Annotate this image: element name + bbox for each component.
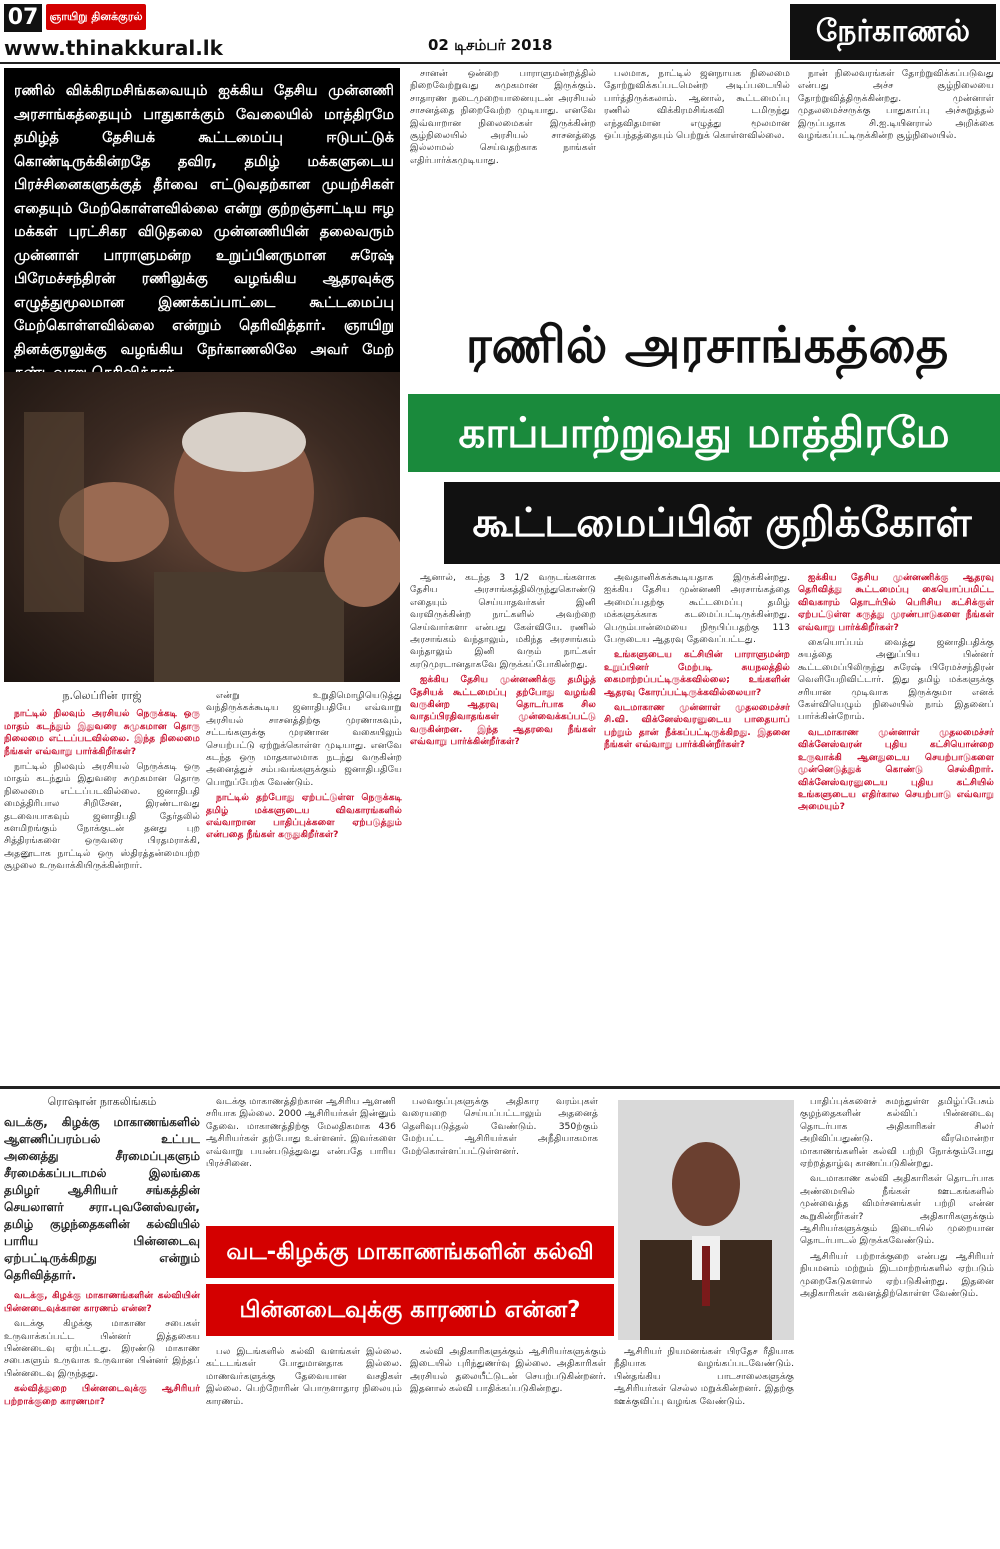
question: வடமாகாண முன்னாள் முதலமைச்சர் சி.வி. விக்னேஸ்வரனுடைய பாதையாப் பற்றும் தான் நீக்கப்பட்டிருக்கிறது. இதனை நீங்கள் எவ்வாறு பார்க்கின்றீர்கள்? [604,702,790,751]
body-column [604,572,790,1080]
paragraph: கல்வி அதிகாரிகளுக்கும் ஆசிரியர்களுக்கும் இடையில் புரிந்துணர்வு இல்லை. அதிகாரிகள் அரசியல் தலையீட்டுடன் செயற்படுகின்றனர். இதனால் கல்வி பாதிக்கப்படுகின்றது. [410,1346,606,1395]
paragraph: என்று உறுதிமொழியெடுத்து வந்திருக்கக்கூடிய ஜனாதிபதியே எவ்வாறு அரசியல் சாசனத்திற்கு முரணாகவும், சட்டங்களுக்கு முரணான வகையிலும் செயற்பட்டு ஏற்றுக்கொள்ள முடியாது. எனவே கடந்த ஒரு மாதகாலமாக நடந்து வருகின்ற அனைத்துச் சம்பவங்களுக்கும் ஜனாதிபதியே பொறுப்பேற்க வேண்டும். [206,690,402,788]
body-column [798,68,994,304]
body-column [402,1096,598,1222]
issue-date: 02 டிசம்பர் 2018 [428,36,553,54]
section-divider [0,1086,1000,1089]
page-number: 07 [4,4,42,32]
question: வடக்கு, கிழக்கு மாகாணங்களின் கல்வியின் பின்னடைவுக்கான காரணம் என்ன? [4,1290,200,1314]
body-column [206,690,402,1080]
question: நாட்டில் நிலவும் அரசியல் நெருக்கடி ஒரு மாதம் கடந்தும் இதுவரை சுமுகமான தொரு நிலைமை எட்டப்படவில்லை. இந்த நிலைமை நீங்கள் எவ்வாறு பார்க்கிறீர்கள்? [4,708,200,757]
bottom-headline-line-2: பின்னடைவுக்கு காரணம் என்ன? [206,1284,614,1336]
paragraph: பலவகுப்புகளுக்கு அதிகார வரம்புகள் வரையறை செய்யப்பட்டாலும் அதனைத் தெளிவுபடுத்தல் வேண்டும். 350ற்கும் மேற்பட்ட ஆசிரியர்கள் அநீதியாகமாக மேற்கொள்ளப்பட்டுள்ளனர். [402,1096,598,1157]
headline-line-3: கூட்டமைப்பின் குறிக்கோள் [444,482,1000,564]
paragraph: அவதானிக்கக்கூடியதாக இருக்கின்றது. ஐக்கிய தேசிய முன்னணி அரசாங்கத்தை அமைப்பதற்கு கூட்டமைப்பு தமிழ் மக்களுக்காக கடமைப்பட்டிருக்கின்றது. பெரும்பான்மையை நிரூபிப்பதற்கு 113 பேருடைய ஆதரவு தேவைப்பட்டது. [604,572,790,646]
masthead-rule [0,62,1000,64]
portrait-illustration [4,372,400,682]
paragraph: வடக்கு மாகாணத்திற்கான ஆசிரிய ஆளணி சரியாக இல்லை. 2000 ஆசிரியர்கள் இன்னும் தேவை. மாகாணத்திற்கு மேலதிகமாக 436 ஆசிரியர்கள் தற்போது உள்ளனர். இவர்களை எவ்வாறு பயன்படுத்துவது என்பதே பாரிய பிரச்சினை. [206,1096,396,1170]
question: ஐக்கிய தேசிய முன்னணிக்கு ஆதரவு தெரிவித்து கூட்டமைப்பு கையொப்பமிட்ட விவகாரம் தொடர்பில் பெரிசிய கட்சிக்குள் ஏற்பட்டுள்ள கருத்து முரண்பாடுகளை நீங்கள் எவ்வாறு பார்க்கிறீர்கள்? [798,572,994,633]
question: ஐக்கிய தேசிய முன்னணிக்கு தமிழ்த் தேசியக் கூட்டமைப்பு தற்போது வழங்கி வருகின்ற ஆதரவு தொடர்பாக சில வாதப்பிரதிவாதங்கள் முன்வைக்கப்பட்டு வருகின்றன. இந்த ஆதரவை நீங்கள் எவ்வாறு பார்க்கின்றீர்கள்? [410,674,596,748]
body-column [4,690,200,1080]
paper-name: ஞாயிறு தினக்குரல் [49,10,143,23]
interviewee-photo [4,372,400,682]
question: உங்களுடைய கட்சியின் பாராளுமன்ற உறுப்பினர் மேற்படி சுயநலத்தில் கைமாற்றப்பட்டிருக்கவில்லை; உங்களின் ஆதரவு கோரப்பட்டிருக்கவில்லையா? [604,649,790,698]
paragraph: கையொப்பம் வைத்து ஜனாதிபதிக்கு சுயத்தை அனுப்பிய பின்னர் கூட்டமைப்பிலிருந்து சுரேஷ் பிரேமச்சந்திரன் வெளியேறிவிட்டார். இது தமிழ் மக்களுக்கு சரியான முடிவாக இருக்குமா எனக் கேள்வியெழும் நிலையில் நாம் இதனைப் பார்க்கின்றோம். [798,637,994,723]
paragraph: நான் நிலைவரங்கள் தோற்றுவிக்கப்படுவது என்பது அச்ச சூழ்நிலையை தோற்றுவித்திருக்கின்றது. முன்னாள் முதலமைச்சருக்கு பாதுகாப்பு அச்சுறுத்தல் இருப்பதாக சி.ஐ.டியினரால் அறிக்கை வழங்கப்பட்டிருக்கின்ற சூழ்நிலையில். [798,68,994,142]
paragraph: ஆசிரியர் நியமனங்கள் பிரதேச ரீதியாக நீதியாக வழங்கப்படவேண்டும். பின்தங்கிய பாடசாலைகளுக்கு ஆசிரியர்கள் செல்ல மறுக்கின்றனர். இதற்கு ஊக்குவிப்பு வழங்க வேண்டும். [614,1346,794,1407]
body-column [410,1346,606,1542]
site-url[interactable]: www.thinakkural.lk [4,36,223,60]
headline-line-1: ரணில் அரசாங்கத்தை [418,306,996,384]
paragraph: வடமாகாண கல்வி அதிகாரிகள் தொடர்பாக அண்மையில் நீங்கள் ஊடகங்களில் முன்வைத்த விமர்சனங்கள் பற்றி என்ன கூறுகின்றீர்கள்? அதிகாரிகளுக்கும் ஆசிரியர்களுக்கும் இடையில் முறையான தொடர்பாடல் இருக்கவேண்டும். [800,1173,994,1247]
paragraph: ஆனால், கடந்த 3 1/2 வருடங்களாக தேசிய அரசாங்கத்திலிருந்துகொண்டு எதையும் செய்யாதவர்கள் இனி வரவிருக்கின்ற நாட்களில் அவற்றை செய்வார்களா என்பது கேள்வியே. ரணில் அரசாங்கம் வந்தாலும், மகிந்த அரசாங்கம் வந்தாலும் இனி வரும் நாட்கள் கரடுமுரடானதாகவே இருக்கப்போகின்றது. [410,572,596,670]
question: கல்வித்துறை பின்னடைவுக்கு ஆசிரியர் பற்றாக்குறை காரணமா? [4,1383,200,1407]
paragraph: சானன் ஒன்றை பாராளுமன்றத்தில் நிறைவேற்றுவது சுமுகமான இருக்கும். சாதாரண நடைமுறையானையுடன் அரசியல் சாசனத்தை நிறைவேற்ற முடியாது. எனவே இவ்வாறான நிலைமைகள் இருக்கின்ற சூழ்நிலையில் அரசியல் சாசனத்தை இல்லாமல் செய்வதற்காக நாங்கள் எதிர்பார்க்கமுடியாது. [410,68,596,166]
byline: ரொஷான் நாகலிங்கம் [47,1096,157,1108]
secretary-photo [618,1100,794,1340]
lead-text: ரணில் விக்கிரமசிங்கவையும் ஐக்கிய தேசிய முன்னணி அரசாங்கத்தையும் பாதுகாக்கும் வேலையில் மாத்திரமே தமிழ்த் தேசியக் கூட்டமைப்பு ஈடுபட்டுக் கொண்டிருக்கின்றதே தவிர, தமிழ் மக்களுடைய பிரச்சினைகளுக்குத் தீர்வை எட்டுவதற்கான முயற்சிகள் எதையும் மேற்கொள்ளவில்லை என்று குற்றஞ்சாட்டிய ஈழ மக்கள் புரட்சிகர விடுதலை முன்னணியின் தலைவரும் முன்னாள் பாராளுமன்ற உறுப்பினருமான சுரேஷ் பிரேமச்சந்திரன் ரணிலுக்கு வழங்கிய ஆதரவுக்கு எழுத்துமூலமான இணக்கப்பாட்டை கூட்டமைப்பு மேற்கொள்ளவில்லை என்றும் தெரிவித்தார். ஞாயிறு தினக்குரலுக்கு வழங்கிய நேர்காணலிலே அவர் மேற் [14,83,394,358]
paragraph: நாட்டில் நிலவும் அரசியல் நெருக்கடி ஒரு மாதம் கடந்தும் இதுவரை சுமுகமான தொரு நிலைமை எட்டப்படவில்லை. ஜனாதிபதி மைத்திரிபால சிறிசேன, இரண்டாவது தடவையாகவும் ஜனாதிபதி தேர்தலில் களமிறங்கும் நோக்குடன் தனது புற சித்திரங்களை ஒருவரை பிரதமராக்கி, அதனூடாக நாட்டில் ஒரு ஸ்திரத்தன்மையற்ற சூழலை உருவாக்கியிருக்கின்றார். [4,761,200,872]
main-headline [404,306,1000,568]
portrait-illustration [618,1100,794,1340]
body-column [4,1096,200,1542]
body-column [206,1346,402,1542]
bottom-headline-line-1: வட-கிழக்கு மாகாணங்களின் கல்வி [206,1226,614,1278]
body-column [206,1096,396,1222]
body-column [410,572,596,1080]
body-column [410,68,596,304]
paragraph: பல இடங்களில் கல்வி வளங்கள் இல்லை. கட்டடங்கள் போதுமானதாக இல்லை. மாணவர்களுக்கு தேவையான வசதிகள் இல்லை. பெற்றோரின் பொருளாதார நிலையும் காரணம். [206,1346,402,1407]
bottom-headline [206,1226,614,1338]
paper-logo [46,4,146,30]
section-title: நேர்காணல் [790,4,996,60]
paragraph: வடக்கு கிழக்கு மாகாண சபைகள் உருவாக்கப்பட்ட பின்னர் இத்தகைய பின்னடைவு ஏற்பட்டது. இரண்டு மாகாண சபைகளும் உருவாக உருவான பின்னர் இந்தப் பின்னடைவு இருந்தது. [4,1318,200,1379]
body-column [800,1096,994,1542]
paragraph: ஆசிரியர் பற்றாக்குறை என்பது ஆசிரியர் நியமனம் மற்றும் இடமாற்றங்களில் ஏற்படும் முறைகேடுகளால் ஏற்படுகின்றது. இதனை அதிகாரிகள் கவனத்திற்கொள்ள வேண்டும். [800,1250,994,1300]
body-column [604,68,790,304]
masthead [0,0,1000,60]
question: வடமாகாண முன்னாள் முதலமைச்சர் விக்னேஸ்வரன் புதிய கட்சியொன்றை உருவாக்கி ஆனதுடைய செயற்பாடுகளை முன்னெடுத்துக் கொண்டு செல்கிறார். விக்னேஸ்வரனுடைய புதிய கட்சியில் உங்களுடைய எதிர்கால செயற்பாடு எவ்வாறு அமையும்? [798,726,994,813]
paragraph: பலமாக, நாட்டில் ஜனநாயக நிலைமை தோற்றுவிக்கப்படமென்ற அடிப்படையில் பார்த்திருக்கலாம். ஆனால், கூட்டமைப்பு ரணில் விக்கிரமசிங்கவி டமிருந்து எந்தவிதமான எழுத்து மூலமான ஒப்பந்தத்தையும் பெற்றுக் கொள்ளவில்லை. [604,68,790,142]
body-column [614,1346,794,1542]
body-column [798,572,994,1080]
headline-line-2: காப்பாற்றுவது மாத்திரமே [408,394,1000,472]
bottom-lead: வடக்கு, கிழக்கு மாகாணங்களில் ஆளணிப்பரம்பல் உட்பட அனைத்து சீரமைப்புகளும் சீரமைக்கப்படாமல் இலங்கை தமிழர் ஆசிரியர் சங்கத்தின் செயலாளர் சரா.புவனேஸ்வரன், தமிழ் குழந்தைகளின் கல்வியில் பாரிய பின்னடைவு ஏற்பட்டிருக்கிறது என்றும் தெரிவித்தார். [4,1115,200,1283]
paragraph: பாதிப்புக்களைச் சுமந்துள்ள தமிழ்ப்பேசும் குழந்தைகளின் கல்விப் பின்னடைவு தொடர்பாக அதிகாரிகள் சிலர் அறிவிப்பதுண்டு. வீரமொன்றா மாகாணங்களின் கல்வி பற்றி நோக்கும்போது ஏற்றத்தாழ்வு காணப்படுகின்றது. [800,1096,994,1170]
question: நாட்டில் தற்போது ஏற்பட்டுள்ள நெருக்கடி தமிழ் மக்களுடைய விவகாரங்களில் எவ்வாறான பாதிப்புக்களை ஏற்படுத்தும் என்பதை நீங்கள் கருதுகிறீர்கள்? [206,792,402,841]
byline: ந.லெப்ரின் ராஜ் [62,690,142,702]
